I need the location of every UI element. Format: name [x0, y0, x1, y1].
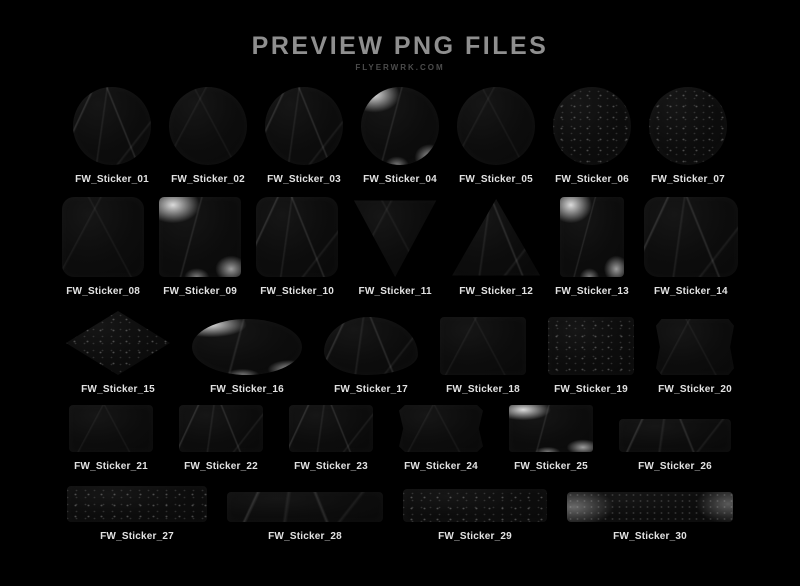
sticker-image	[353, 199, 437, 277]
sticker-cell	[227, 492, 383, 543]
sticker-image	[289, 405, 373, 452]
sticker-label: FW_Sticker_29	[438, 531, 512, 542]
sticker-cell	[192, 319, 302, 396]
sticker-image	[67, 486, 207, 522]
sticker-label: FW_Sticker_28	[268, 531, 342, 542]
sticker-image	[553, 87, 631, 165]
sticker-cell	[644, 197, 738, 298]
sticker-image	[73, 87, 151, 165]
sticker-cell	[256, 197, 338, 298]
sticker-image	[256, 197, 338, 277]
sticker-label: FW_Sticker_05	[459, 174, 533, 185]
sticker-label: FW_Sticker_20	[658, 384, 732, 395]
sticker-label: FW_Sticker_17	[334, 384, 408, 395]
sticker-label: FW_Sticker_10	[260, 286, 334, 297]
sticker-grid	[0, 87, 800, 543]
sticker-cell	[656, 319, 734, 396]
sticker-label: FW_Sticker_15	[81, 384, 155, 395]
sticker-label: FW_Sticker_23	[294, 461, 368, 472]
sticker-label: FW_Sticker_14	[654, 286, 728, 297]
sticker-label: FW_Sticker_27	[100, 531, 174, 542]
header	[0, 0, 800, 72]
sticker-label: FW_Sticker_02	[171, 174, 245, 185]
sticker-image	[192, 319, 302, 375]
sticker-image	[452, 199, 540, 277]
sticker-cell	[619, 419, 731, 473]
sticker-label: FW_Sticker_08	[66, 286, 140, 297]
sticker-image	[361, 87, 439, 165]
sticker-image	[169, 87, 247, 165]
sticker-label: FW_Sticker_25	[514, 461, 588, 472]
sticker-cell	[548, 317, 634, 396]
sticker-label: FW_Sticker_06	[555, 174, 629, 185]
sticker-label: FW_Sticker_18	[446, 384, 520, 395]
sticker-row	[0, 87, 800, 186]
sticker-image	[227, 492, 383, 522]
sticker-label: FW_Sticker_03	[267, 174, 341, 185]
sticker-cell	[62, 197, 144, 298]
sticker-cell	[73, 87, 151, 186]
sticker-image	[159, 197, 241, 277]
sticker-label: FW_Sticker_04	[363, 174, 437, 185]
sticker-cell	[265, 87, 343, 186]
sticker-image	[457, 87, 535, 165]
sticker-label: FW_Sticker_19	[554, 384, 628, 395]
sticker-image	[66, 311, 170, 375]
sticker-cell	[452, 199, 540, 298]
site-url: FLYERWRK.COM	[355, 63, 445, 72]
sticker-label: FW_Sticker_30	[613, 531, 687, 542]
sticker-label: FW_Sticker_24	[404, 461, 478, 472]
sticker-label: FW_Sticker_07	[651, 174, 725, 185]
sticker-cell	[361, 87, 439, 186]
sticker-label: FW_Sticker_12	[459, 286, 533, 297]
sticker-label: FW_Sticker_16	[210, 384, 284, 395]
sticker-label: FW_Sticker_11	[358, 286, 432, 297]
sticker-row	[0, 405, 800, 473]
sticker-label: FW_Sticker_22	[184, 461, 258, 472]
sticker-image	[649, 87, 727, 165]
sticker-row	[0, 486, 800, 543]
sticker-row	[0, 311, 800, 396]
sticker-cell	[353, 199, 437, 298]
sticker-label: FW_Sticker_26	[638, 461, 712, 472]
sticker-cell	[567, 492, 733, 543]
sticker-image	[656, 319, 734, 375]
sticker-cell	[509, 405, 593, 473]
sticker-cell	[457, 87, 535, 186]
sticker-image	[324, 317, 418, 375]
sticker-cell	[159, 197, 241, 298]
sticker-label: FW_Sticker_21	[74, 461, 148, 472]
sticker-cell	[69, 405, 153, 473]
sticker-row	[0, 197, 800, 298]
sticker-cell	[555, 197, 629, 298]
sticker-label: FW_Sticker_09	[163, 286, 237, 297]
sticker-image	[560, 197, 624, 277]
sticker-label: FW_Sticker_13	[555, 286, 629, 297]
sticker-image	[567, 492, 733, 522]
sticker-image	[509, 405, 593, 452]
sticker-image	[399, 405, 483, 452]
sticker-cell	[649, 87, 727, 186]
sticker-cell	[67, 486, 207, 543]
sticker-label: FW_Sticker_01	[75, 174, 149, 185]
sticker-cell	[289, 405, 373, 473]
sticker-cell	[179, 405, 263, 473]
sticker-cell	[440, 317, 526, 396]
sticker-image	[69, 405, 153, 452]
sticker-cell	[324, 317, 418, 396]
sticker-cell	[399, 405, 483, 473]
sticker-image	[548, 317, 634, 375]
sticker-cell	[403, 489, 547, 543]
sticker-cell	[66, 311, 170, 396]
sticker-image	[179, 405, 263, 452]
sticker-image	[62, 197, 144, 277]
sticker-cell	[553, 87, 631, 186]
sticker-image	[265, 87, 343, 165]
sticker-image	[403, 489, 547, 522]
sticker-image	[644, 197, 738, 277]
page-title: PREVIEW PNG FILES	[251, 32, 549, 60]
sticker-cell	[169, 87, 247, 186]
sticker-image	[619, 419, 731, 452]
sticker-image	[440, 317, 526, 375]
